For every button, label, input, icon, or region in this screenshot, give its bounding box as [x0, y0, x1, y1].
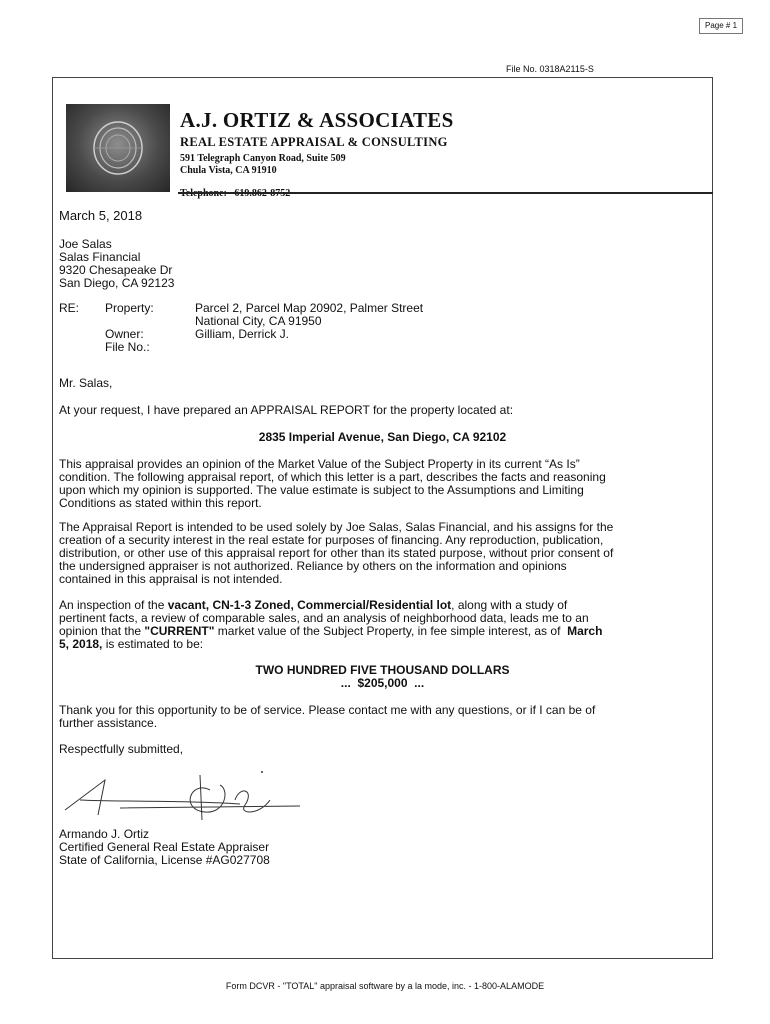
company-logo: [66, 104, 170, 192]
company-header: [180, 108, 454, 199]
current-emphasis: "CURRENT": [144, 624, 215, 638]
signer-title: Certified General Real Estate Appraiser: [59, 840, 270, 854]
page-number-tag: Page # 1: [699, 18, 743, 34]
para1-line: This appraisal provides an opinion of the Market Value of the Subject Property in its current “As Is”: [59, 457, 580, 471]
file-number: File No. 0318A2115-S: [506, 64, 594, 74]
company-address-line1: 591 Telegraph Canyon Road, Suite 509: [180, 153, 346, 164]
para3-line2: pertinent facts, a review of comparable sales, and an analysis of neighborhood data, leads me to an: [59, 611, 589, 625]
para1-line: Conditions as stated within this report.: [59, 496, 262, 510]
recipient-company: Salas Financial: [59, 250, 141, 264]
form-footer: Form DCVR - "TOTAL" appraisal software by a la mode, inc. - 1-800-ALAMODE: [225, 981, 545, 991]
para3-text: , along with a study of: [451, 598, 568, 612]
para1-line: upon which my opinion is supported. The value estimate is subject to the Assumptions and Limiting: [59, 483, 584, 497]
para3-text: An inspection of the: [59, 598, 168, 612]
para2-line: The Appraisal Report is intended to be used solely by Joe Salas, Salas Financial, and his assigns for the: [59, 520, 614, 534]
effective-date-month: March: [567, 624, 603, 638]
owner-label: Owner:: [105, 327, 144, 341]
para2-line: the undersigned appraiser is not authorized. Reliance by others on the information and opinions: [59, 559, 567, 573]
thanks-line: Thank you for this opportunity to be of service. Please contact me with any questions, or if I can be of: [59, 703, 596, 717]
para3-text: is estimated to be:: [102, 637, 204, 651]
company-tagline: REAL ESTATE APPRAISAL & CONSULTING: [180, 135, 448, 149]
re-file-label: File No.:: [105, 340, 150, 354]
closing: Respectfully submitted,: [59, 742, 184, 756]
value-in-words: TWO HUNDRED FIVE THOUSAND DOLLARS: [255, 663, 510, 677]
company-address-line2: Chula Vista, CA 91910: [180, 165, 277, 176]
recipient-name: Joe Salas: [59, 237, 112, 251]
property-line2: National City, CA 91950: [195, 314, 322, 328]
recipient-city: San Diego, CA 92123: [59, 276, 175, 290]
re-label: RE:: [59, 301, 80, 315]
signature: [60, 770, 310, 830]
value-amount: ... $205,000 ...: [340, 676, 425, 690]
recipient-street: 9320 Chesapeake Dr: [59, 263, 173, 277]
para2-line: creation of a security interest in the real estate for purposes of financing. Any reproduction, publication,: [59, 533, 604, 547]
thanks-line: further assistance.: [59, 716, 158, 730]
lot-description: vacant, CN-1-3 Zoned, Commercial/Residential lot: [167, 598, 452, 612]
effective-date-day: 5, 2018,: [59, 637, 103, 651]
company-telephone: Telephone: 619.862-8752: [180, 188, 291, 199]
para1-line: condition. The following appraisal report, of which this letter is a part, describes the facts and reasoning: [59, 470, 606, 484]
property-label: Property:: [105, 301, 154, 315]
property-line1: Parcel 2, Parcel Map 20902, Palmer Street: [195, 301, 424, 315]
company-name: A.J. ORTIZ & ASSOCIATES: [180, 108, 454, 132]
para3-text: market value of the Subject Property, in fee simple interest, as of: [214, 624, 568, 638]
para2-line: contained in this appraisal is not intended.: [59, 572, 283, 586]
signer-license: State of California, License #AG027708: [59, 853, 270, 867]
subject-address: 2835 Imperial Avenue, San Diego, CA 92102: [258, 430, 507, 444]
para2-line: distribution, or other use of this appraisal report for other than its stated purpose, without prior consent of: [59, 546, 614, 560]
salutation: Mr. Salas,: [59, 376, 113, 390]
signer-name: Armando J. Ortiz: [59, 827, 150, 841]
intro-sentence: At your request, I have prepared an APPRAISAL REPORT for the property located at:: [59, 403, 514, 417]
owner-value: Gilliam, Derrick J.: [195, 327, 290, 341]
letter-date: March 5, 2018: [59, 208, 143, 223]
header-divider: [178, 192, 713, 194]
para3-line4: [59, 638, 203, 651]
para3-text: opinion that the: [59, 624, 145, 638]
